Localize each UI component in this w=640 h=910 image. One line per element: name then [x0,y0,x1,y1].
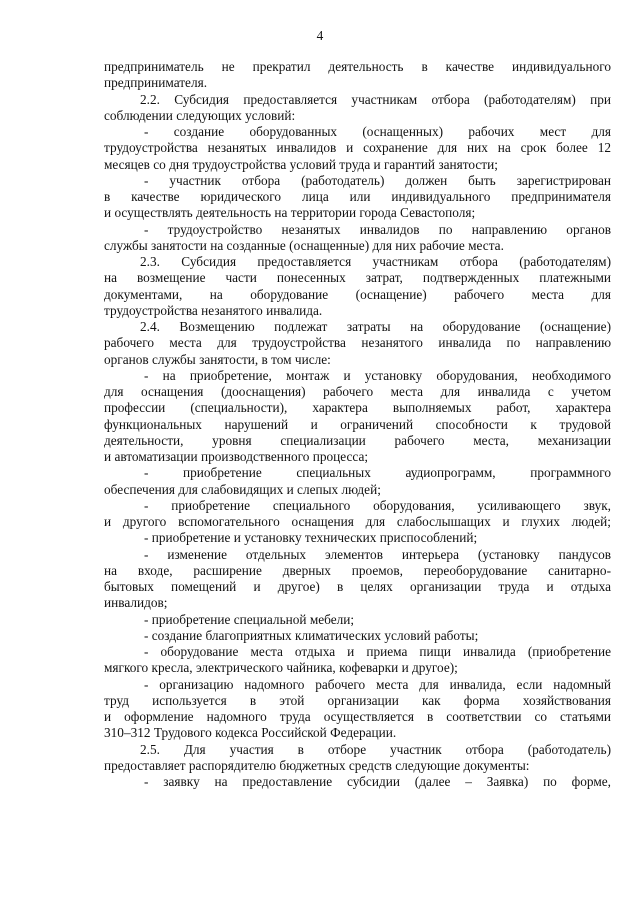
text-line: - приобретение специального оборудования, усиливающего звук, [144,497,611,513]
text-line: предпринимателя. [104,75,208,91]
text-line: предприниматель не прекратил деятельность в качестве индивидуального [104,59,611,74]
text-line: соблюдении следующих условий: [104,107,296,123]
text-line: трудоустройства незанятого инвалида. [104,302,323,318]
text-line: - изменение отдельных элементов интерьера (установку пандусов [144,546,611,562]
text-line: 2.3. Субсидия предоставляется участникам отбора (работодателям) [140,254,611,269]
text-line: - заявку на предоставление субсидии (далее – Заявка) по форме, [144,774,611,789]
text-line: 310–312 Трудового кодекса Российской Федерации. [104,725,397,741]
text-line: и другого вспомогательного оснащения для слабослышащих и глухих людей; [104,514,611,529]
text-line: службы занятости на созданные (оснащенные) для них рабочие места. [104,237,504,253]
text-line: бытовых помещений и другое) в целях организации труда и отдыха [104,579,611,594]
text-line: на возмещение части понесенных затрат, подтвержденных платежными [104,270,611,286]
text-line: 2.4. Возмещению подлежат затраты на оборудование (оснащение) [140,319,611,334]
text-line: и оформление надомного труда осуществляется в соответствии со статьями [104,709,611,724]
text-line: - оборудование места отдыха и приема пищи инвалида (приобретение [144,644,611,659]
text-line: деятельности, уровня специализации рабочего места, механизации [104,432,611,448]
text-line: мягкого кресла, электрического чайника, кофеварки и другое); [104,660,458,676]
text-line: - создание благоприятных климатических условий работы; [144,627,479,643]
text-line: месяцев со дня трудоустройства условий труда и гарантий занятости; [104,156,498,172]
text-line: - участник отбора (работодатель) должен быть зарегистрирован [144,172,611,188]
text-line: рабочего места для трудоустройства незанятого инвалида по направлению [104,335,611,351]
text-line: - создание оборудованных (оснащенных) рабочих мест для [144,124,611,139]
text-line: труд используется в этой организации как форма хозяйствования [104,692,611,708]
text-line: обеспечения для слабовидящих и слепых людей; [104,481,381,497]
text-line: - трудоустройство незанятых инвалидов по направлению органов [144,221,611,237]
text-line: органов службы занятости, в том числе: [104,351,331,367]
document-body [104,59,611,790]
text-line: инвалидов; [104,595,168,611]
text-line: и автоматизации производственного процесса; [104,449,369,464]
text-line: функциональных нарушений и ограничений способности к трудовой [104,416,611,432]
text-line: - приобретение и установку технических приспособлений; [144,530,478,546]
text-line: профессии (специальности), характера выполняемых работ, характера [104,400,611,416]
page-number: 4 [316,28,324,43]
text-line: для оснащения (дооснащения) рабочего места для инвалида с учетом [104,384,611,399]
text-line: - приобретение специальной мебели; [144,611,355,627]
text-line: - организацию надомного рабочего места для инвалида, если надомный [144,676,611,692]
text-line: - приобретение специальных аудиопрограмм, программного [144,465,611,481]
text-line: трудоустройства незанятых инвалидов и сохранение для них на срок более 12 [104,140,611,156]
text-line: 2.2. Субсидия предоставляется участникам отбора (работодателям) при [140,91,611,107]
text-line: - на приобретение, монтаж и установку оборудования, необходимого [144,367,611,383]
text-line: на входе, расширение дверных проемов, переоборудование санитарно- [104,562,611,578]
text-line: и осуществлять деятельность на территории города Севастополя; [104,205,476,221]
text-line: предоставляет распорядителю бюджетных средств следующие документы: [104,757,530,773]
text-line: документами, на оборудование (оснащение) рабочего места для [104,286,611,302]
text-line: в качестве юридического лица или индивидуального предпринимателя [104,189,611,204]
text-line: 2.5. Для участия в отборе участник отбора (работодатель) [140,741,611,757]
